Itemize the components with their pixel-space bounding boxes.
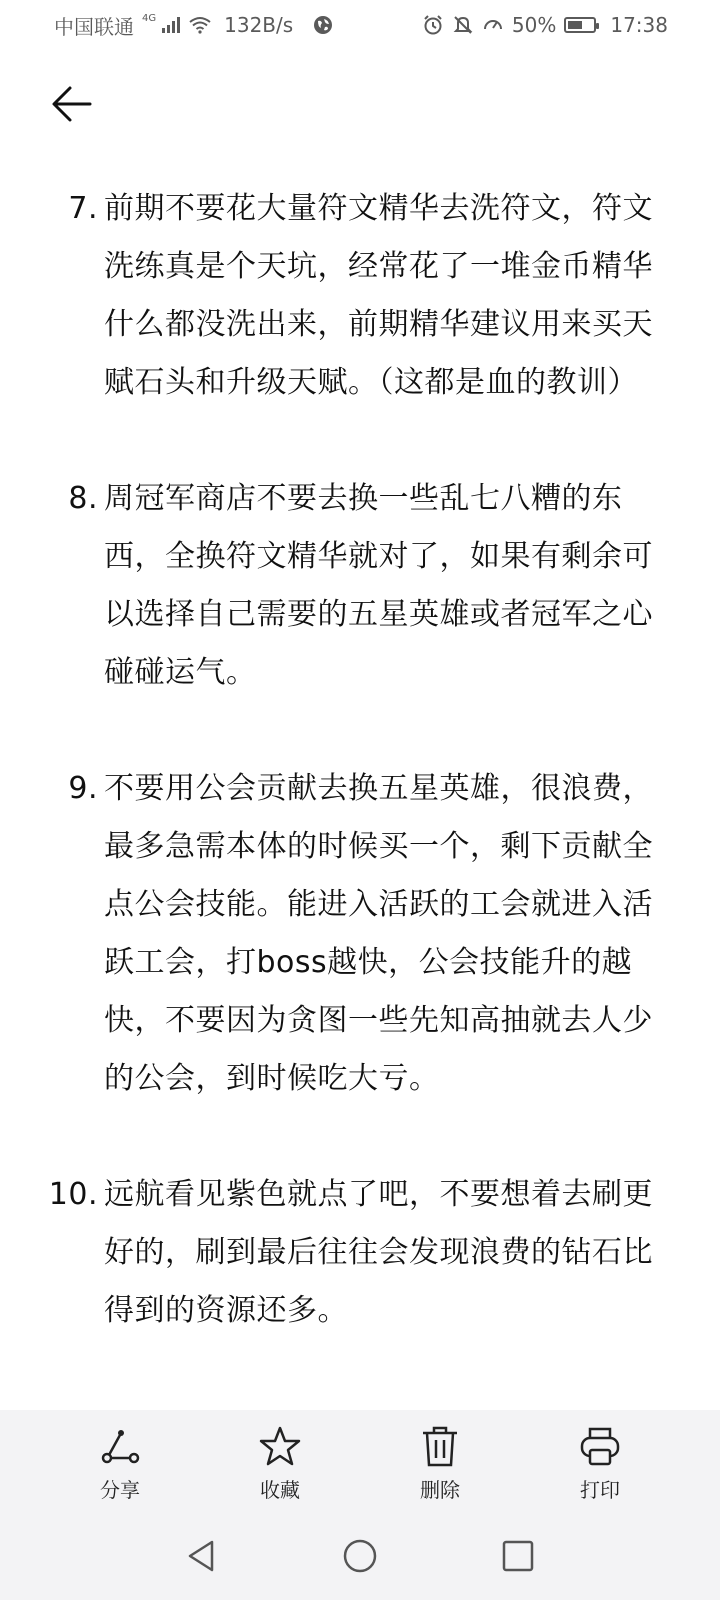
back-arrow-icon [50, 82, 94, 126]
home-circle-icon [340, 1536, 380, 1576]
nav-recents-button[interactable] [498, 1536, 538, 1580]
favorite-label: 收藏 [260, 1477, 300, 1502]
status-left [54, 11, 333, 40]
delete-button[interactable] [380, 1424, 500, 1503]
globe-icon [313, 15, 333, 35]
item-number: 8. [68, 481, 98, 516]
system-nav-bar [0, 1516, 720, 1600]
list-item [68, 470, 664, 702]
status-bar [0, 0, 720, 50]
trash-icon [418, 1424, 462, 1468]
recents-square-icon [498, 1536, 538, 1576]
signal-icon [162, 17, 180, 33]
item-number: 10. [48, 1177, 98, 1212]
share-button[interactable] [60, 1424, 180, 1503]
list-item [48, 1166, 664, 1340]
printer-icon [578, 1424, 622, 1468]
back-button[interactable] [44, 76, 100, 132]
star-icon [258, 1424, 302, 1468]
nav-back-button[interactable] [182, 1536, 222, 1580]
network-badge: 4G [142, 12, 157, 24]
battery-icon [564, 17, 596, 33]
back-triangle-icon [182, 1536, 222, 1576]
list-item [68, 760, 664, 1108]
note-content [0, 180, 720, 1410]
item-text: 不要用公会贡献去换五星英雄，很浪费，最多急需本体的时候买一个，剩下贡献全点公会技能。能进入活跃的工会就进入活跃工会，打boss越快，公会技能升的越快，不要因为贪图一些先知高抽就去人少的公会，到时候吃大亏。 [104, 771, 653, 1096]
list-item [68, 180, 664, 412]
nav-home-button[interactable] [340, 1536, 380, 1580]
header [0, 60, 720, 146]
status-right [422, 13, 668, 37]
action-bar [0, 1410, 720, 1516]
item-text: 周冠军商店不要去换一些乱七八糟的东西，全换符文精华就对了，如果有剩余可以选择自己需要的五星英雄或者冠军之心碰碰运气。 [104, 481, 653, 690]
carrier-name: 中国联通 [54, 14, 134, 39]
share-icon [98, 1424, 142, 1468]
item-number: 7. [68, 191, 98, 226]
item-text: 前期不要花大量符文精华去洗符文，符文洗练真是个天坑，经常花了一堆金币精华什么都没洗出来，前期精华建议用来买天赋石头和升级天赋。（这都是血的教训） [104, 191, 653, 400]
speed-icon [482, 14, 504, 36]
delete-label: 删除 [420, 1477, 460, 1502]
alarm-icon [422, 14, 444, 36]
network-speed: 132B/s [224, 13, 294, 37]
battery-percent: 50% [511, 13, 557, 37]
favorite-button[interactable] [220, 1424, 340, 1503]
wifi-icon [188, 16, 212, 34]
share-label: 分享 [100, 1477, 140, 1502]
print-button[interactable] [540, 1424, 660, 1503]
item-text: 远航看见紫色就点了吧，不要想着去刷更好的，刷到最后往往会发现浪费的钻石比得到的资源还多。 [104, 1177, 653, 1328]
item-number: 9. [68, 771, 98, 806]
clock-time: 17:38 [610, 13, 668, 37]
mute-icon [452, 14, 474, 36]
print-label: 打印 [580, 1477, 620, 1502]
